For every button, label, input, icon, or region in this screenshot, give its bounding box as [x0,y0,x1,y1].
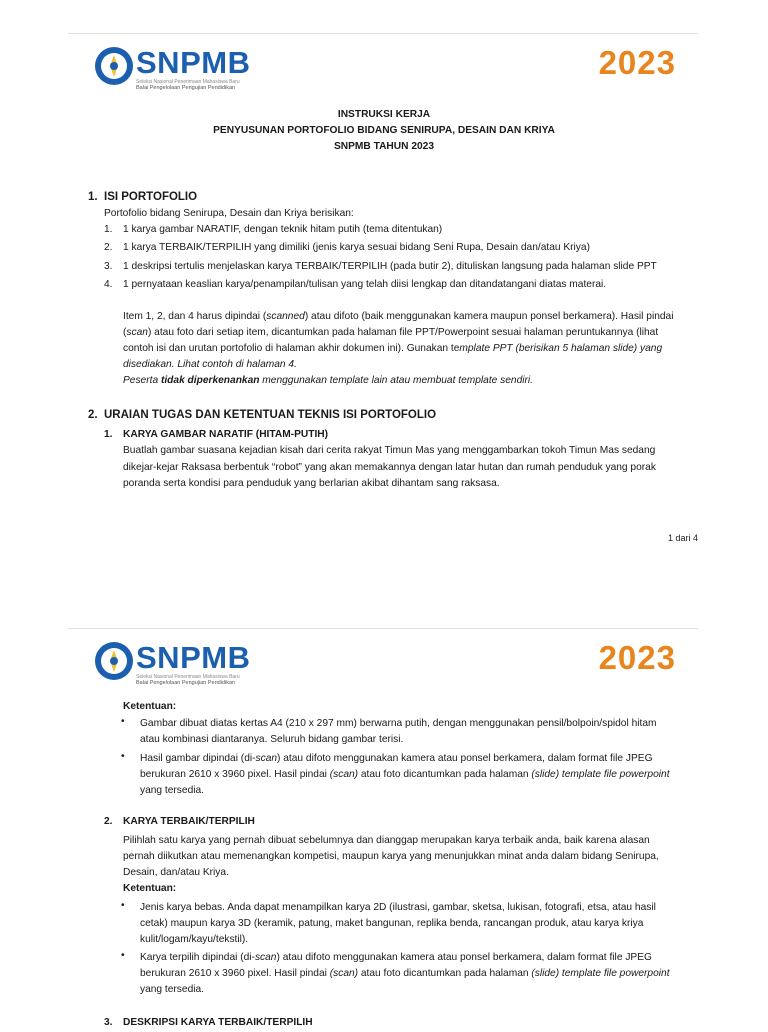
list-item: 1 deskripsi tertulis menjelaskan karya TERBAIK/TERPILIH (pada butir 2), dituliskan langsung pada halaman slide PPT [123,261,657,272]
section1-intro: Portofolio bidang Senirupa, Desain dan Kriya berisikan: [104,208,354,219]
rule-line: berukuran 2610 x 3960 pixel. Hasil pindai (scan) atau foto dicantumkan pada halaman (slide) template file powerpoint [140,968,670,979]
snpmb-logo [94,641,254,685]
list-number: 4. [104,279,113,290]
list-item: 1 pernyataan keaslian karya/penampilan/tulisan yang telah diisi lengkap dan ditandatangani diatas materai. [123,279,607,290]
ketentuan-label: Ketentuan: [123,883,177,894]
scan-note-line4: disediakan. Lihat contoh di halaman 4. [123,359,297,370]
template-warning: Peserta tidak diperkenankan menggunakan template lain atau membuat template sendiri. [123,375,533,386]
list-item: 1 karya gambar NARATIF, dengan teknik hitam putih (tema ditentukan) [123,224,443,235]
bullet-icon: • [121,900,125,911]
list-number: 2. [104,242,113,253]
brand-tagline: Seleksi Nasional Penerimaan Mahasiswa Baru [136,79,240,85]
choice-paragraph-line2: pernah diikutkan atau memenangkan kompetisi, maupun karya yang menunjukkan minat anda dalam bidang Senirupa, [123,851,659,862]
rule-line: Karya terpilih dipindai (di-scan) atau difoto menggunakan kamera atau ponsel berkamera, dalam format file JPEG [140,952,652,963]
doc-title-line3: SNPMB TAHUN 2023 [333,141,434,152]
rule-line: yang tersedia. [140,785,204,796]
subsection2-heading: KARYA TERBAIK/TERPILIH [123,816,255,827]
brand-name: SNPMB [136,45,251,80]
page-number: 1 dari 4 [667,533,698,543]
choice-paragraph-line1: Pilihlah satu karya yang pernah dibuat sebelumnya dan dianggap merupakan karya terbaik anda, baik karena alasan [123,835,650,846]
page-header [68,33,698,96]
doc-title-line1: INSTRUKSI KERJA [337,109,431,120]
rule-line: berukuran 2610 x 3960 pixel. Hasil pindai (scan) atau foto dicantumkan pada halaman (slide) template file powerpoint [140,769,670,780]
brand-subtagline: Balai Pengelolaan Pengujian Pendidikan [136,680,236,686]
tut-wuri-emblem-icon [94,46,134,86]
snpmb-logo [94,46,254,90]
scan-note-line2: (scan) atau foto dari setiap item, dicantumkan pada halaman file PPT/Powerpoint sesuai halaman peruntukannya (lihat [123,327,659,338]
subsection3-number: 3. [104,1017,113,1028]
subsection2-number: 2. [104,816,113,827]
page-header [68,628,698,691]
subsection1-number: 1. [104,429,113,440]
list-number: 1. [104,224,113,235]
brand-name: SNPMB [136,640,251,675]
rule-line: yang tersedia. [140,984,204,995]
header-year: 2023 [598,639,676,676]
section1-heading: ISI PORTOFOLIO [104,191,198,203]
scan-note-line1: Item 1, 2, dan 4 harus dipindai (scanned) atau difoto (baik menggunakan kamera maupun ponsel berkamera). Hasil pindai [123,311,674,322]
section1-number: 1. [88,191,98,203]
task-paragraph-line2: dikejar-kejar Raksasa berbentuk “robot” yang akan memakannya dengan latar hutan dan rumah penduduk yang porak [123,462,656,473]
list-number: 3. [104,261,113,272]
rule-line: Hasil gambar dipindai (di-scan) atau difoto menggunakan kamera atau ponsel berkamera, dalam format file JPEG [140,753,653,764]
tut-wuri-emblem-icon [94,641,134,681]
bullet-icon: • [121,950,125,961]
bullet-icon: • [121,751,125,762]
doc-title-line2: PENYUSUNAN PORTOFOLIO BIDANG SENIRUPA, DESAIN DAN KRIYA [213,125,555,136]
section2-number: 2. [88,409,98,421]
subsection3-heading: DESKRIPSI KARYA TERBAIK/TERPILIH [123,1017,313,1028]
rule-line: cetak) maupun karya 3D (keramik, patung, maket bangunan, replika benda, rancangan produk, atau karya kriya [140,918,644,929]
task-paragraph-line1: Buatlah gambar suasana kejadian kisah dari cerita rakyat Timun Mas yang menggambarkan tokoh Timun Mas sedang [123,445,656,456]
bullet-icon: • [121,716,125,727]
rule-line: atau kombinasi diantaranya. Seluruh bidang gambar terisi. [140,734,404,745]
task-paragraph-line3: poranda serta kondisi para penduduk yang berlarian akibat dihantam sang raksasa. [123,478,500,489]
subsection1-heading: KARYA GAMBAR NARATIF (HITAM-PUTIH) [123,429,329,440]
section2-heading: URAIAN TUGAS DAN KETENTUAN TEKNIS ISI PORTOFOLIO [104,409,437,421]
scan-note-line3: contoh isi dan urutan portofolio di halaman akhir dokumen ini). Gunakan template PPT (berisikan 5 halaman slide) yang [123,343,663,354]
rule-line: kulit/logam/kayu/tekstil). [140,934,249,945]
header-year: 2023 [598,44,676,81]
brand-subtagline: Balai Pengelolaan Pengujian Pendidikan [136,85,236,91]
ketentuan-label: Ketentuan: [123,701,177,712]
brand-tagline: Seleksi Nasional Penerimaan Mahasiswa Baru [136,674,240,680]
list-item: 1 karya TERBAIK/TERPILIH yang dimiliki (jenis karya sesuai bidang Seni Rupa, Desain dan/atau Kriya) [123,242,590,253]
rule-line: Jenis karya bebas. Anda dapat menampilkan karya 2D (ilustrasi, gambar, sketsa, lukisan, fotografi, etsa, atau hasil [140,902,656,913]
rule-line: Gambar dibuat diatas kertas A4 (210 x 297 mm) berwarna putih, dengan menggunakan pensil/bolpoin/spidol hitam [140,718,657,729]
choice-paragraph-line3: Desain, dan/atau Kriya. [123,867,229,878]
